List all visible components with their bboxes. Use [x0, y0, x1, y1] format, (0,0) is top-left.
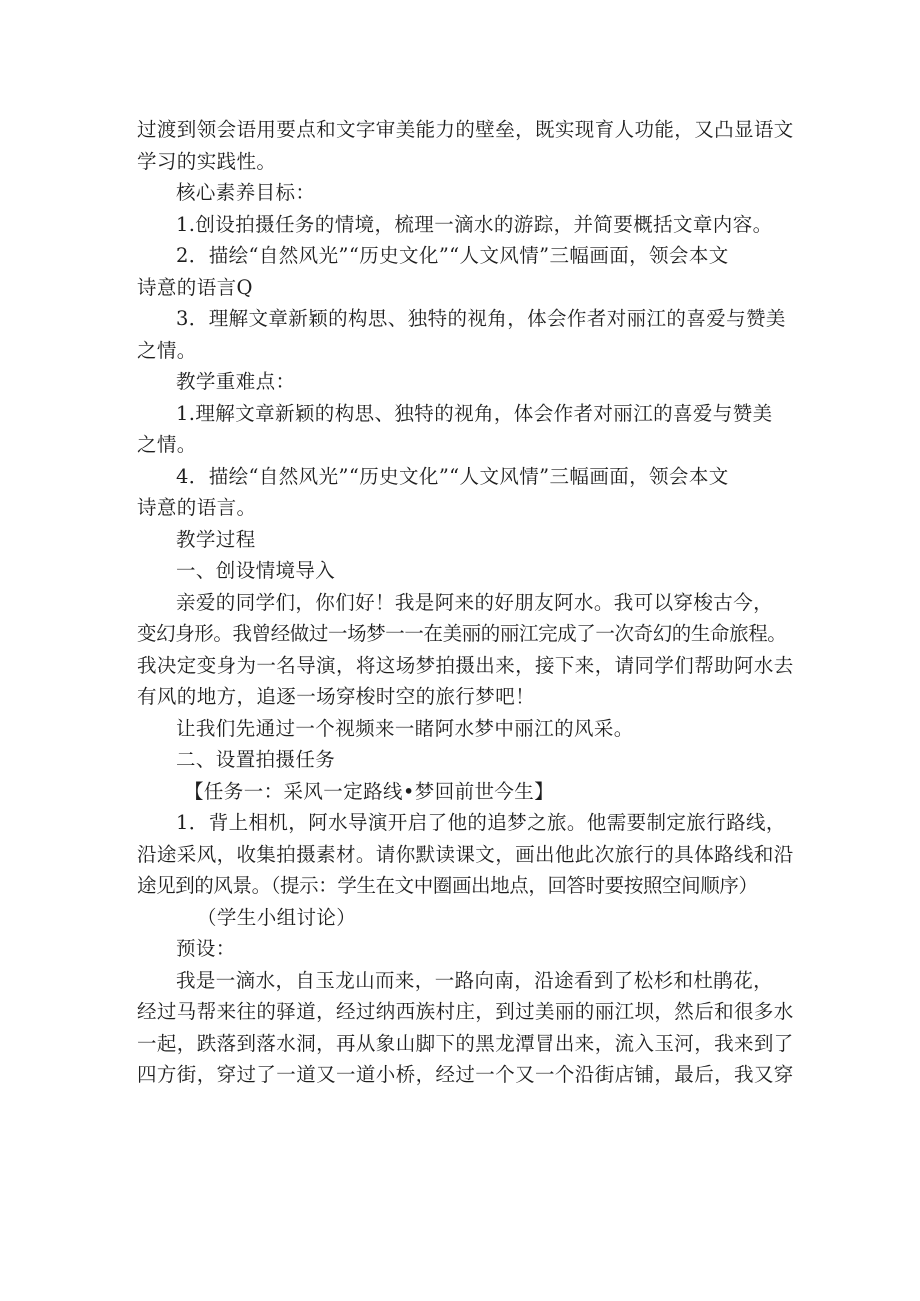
text-line: 沿途采风，收集拍摄素材。请你默读课文，画出他此次旅行的具体路线和沿	[137, 842, 794, 866]
section-heading: 核心素养目标：	[176, 181, 316, 204]
text-line: 一起，跌落到落水洞，再从象山脚下的黑龙潭冒出来，流入玉河，我来到了	[137, 1031, 794, 1055]
text-line: 学习的实践性。	[137, 149, 277, 173]
text-line: 诗意的语言。	[137, 496, 257, 519]
document-body	[137, 114, 797, 1091]
text-line: 经过马帮来往的驿道，经过纳西族村庄，到过美丽的丽江坝，然后和很多水	[137, 1000, 794, 1023]
text-line: 途见到的风景。（提示：学生在文中圈画出地点，回答时要按照空间顺序）	[137, 874, 758, 897]
text-line: 2．描绘“自然风光”“历史文化”“人文风情”三幅画面，领会本文	[176, 244, 729, 267]
text-line: 亲爱的同学们，你们好！我是阿来的好朋友阿水。我可以穿梭古今，	[176, 590, 774, 614]
section-heading: 教学过程	[176, 527, 256, 551]
task-heading: 【任务一：采风一定路线•梦回前世今生】	[184, 779, 555, 803]
text-line: 1．背上相机，阿水导演开启了他的追梦之旅。他需要制定旅行路线，	[176, 811, 786, 834]
text-line: 我决定变身为一名导演，将这场梦拍摄出来，接下来，请同学们帮助阿水去	[137, 653, 794, 677]
text-line: 之情。	[137, 338, 197, 362]
text-line: 1.创设拍摄任务的情境，梳理一滴水的游踪，并简要概括文章内容。	[176, 212, 773, 236]
text-line: 诗意的语言Q	[137, 275, 253, 299]
text-line: 让我们先通过一个视频来一睹阿水梦中丽江的风采。	[176, 716, 634, 740]
text-line: 变幻身形。我曾经做过一场梦一一在美丽的丽江完成了一次奇幻的生命旅程。	[137, 622, 787, 645]
section-heading: 教学重难点：	[176, 370, 296, 393]
text-line: 1.理解文章新颖的构思、独特的视角，体会作者对丽江的喜爱与赞美	[176, 401, 773, 425]
text-line: 有风的地方，追逐一场穿梭时空的旅行梦吧！	[137, 685, 536, 708]
text-line: 之情。	[137, 433, 197, 456]
text-line: （学生小组讨论）	[197, 905, 357, 929]
text-line: 4．描绘“自然风光”“历史文化”“人文风情”三幅画面，领会本文	[176, 464, 729, 488]
text-line: 过渡到领会语用要点和文字审美能力的壁垒，既实现育人功能，又凸显语文	[137, 118, 794, 141]
text-line: 我是一滴水，自玉龙山而来，一路向南，沿途看到了松杉和杜鹃花，	[176, 968, 774, 992]
section-heading: 二、设置拍摄任务	[176, 748, 336, 771]
text-line: 3．理解文章新颖的构思、独特的视角，体会作者对丽江的喜爱与赞美	[176, 307, 786, 330]
section-heading: 一、创设情境导入	[176, 559, 336, 582]
text-line: 预设：	[176, 937, 236, 960]
text-line: 四方街，穿过了一道又一道小桥，经过一个又一个沿街店铺，最后，我又穿	[137, 1063, 794, 1086]
